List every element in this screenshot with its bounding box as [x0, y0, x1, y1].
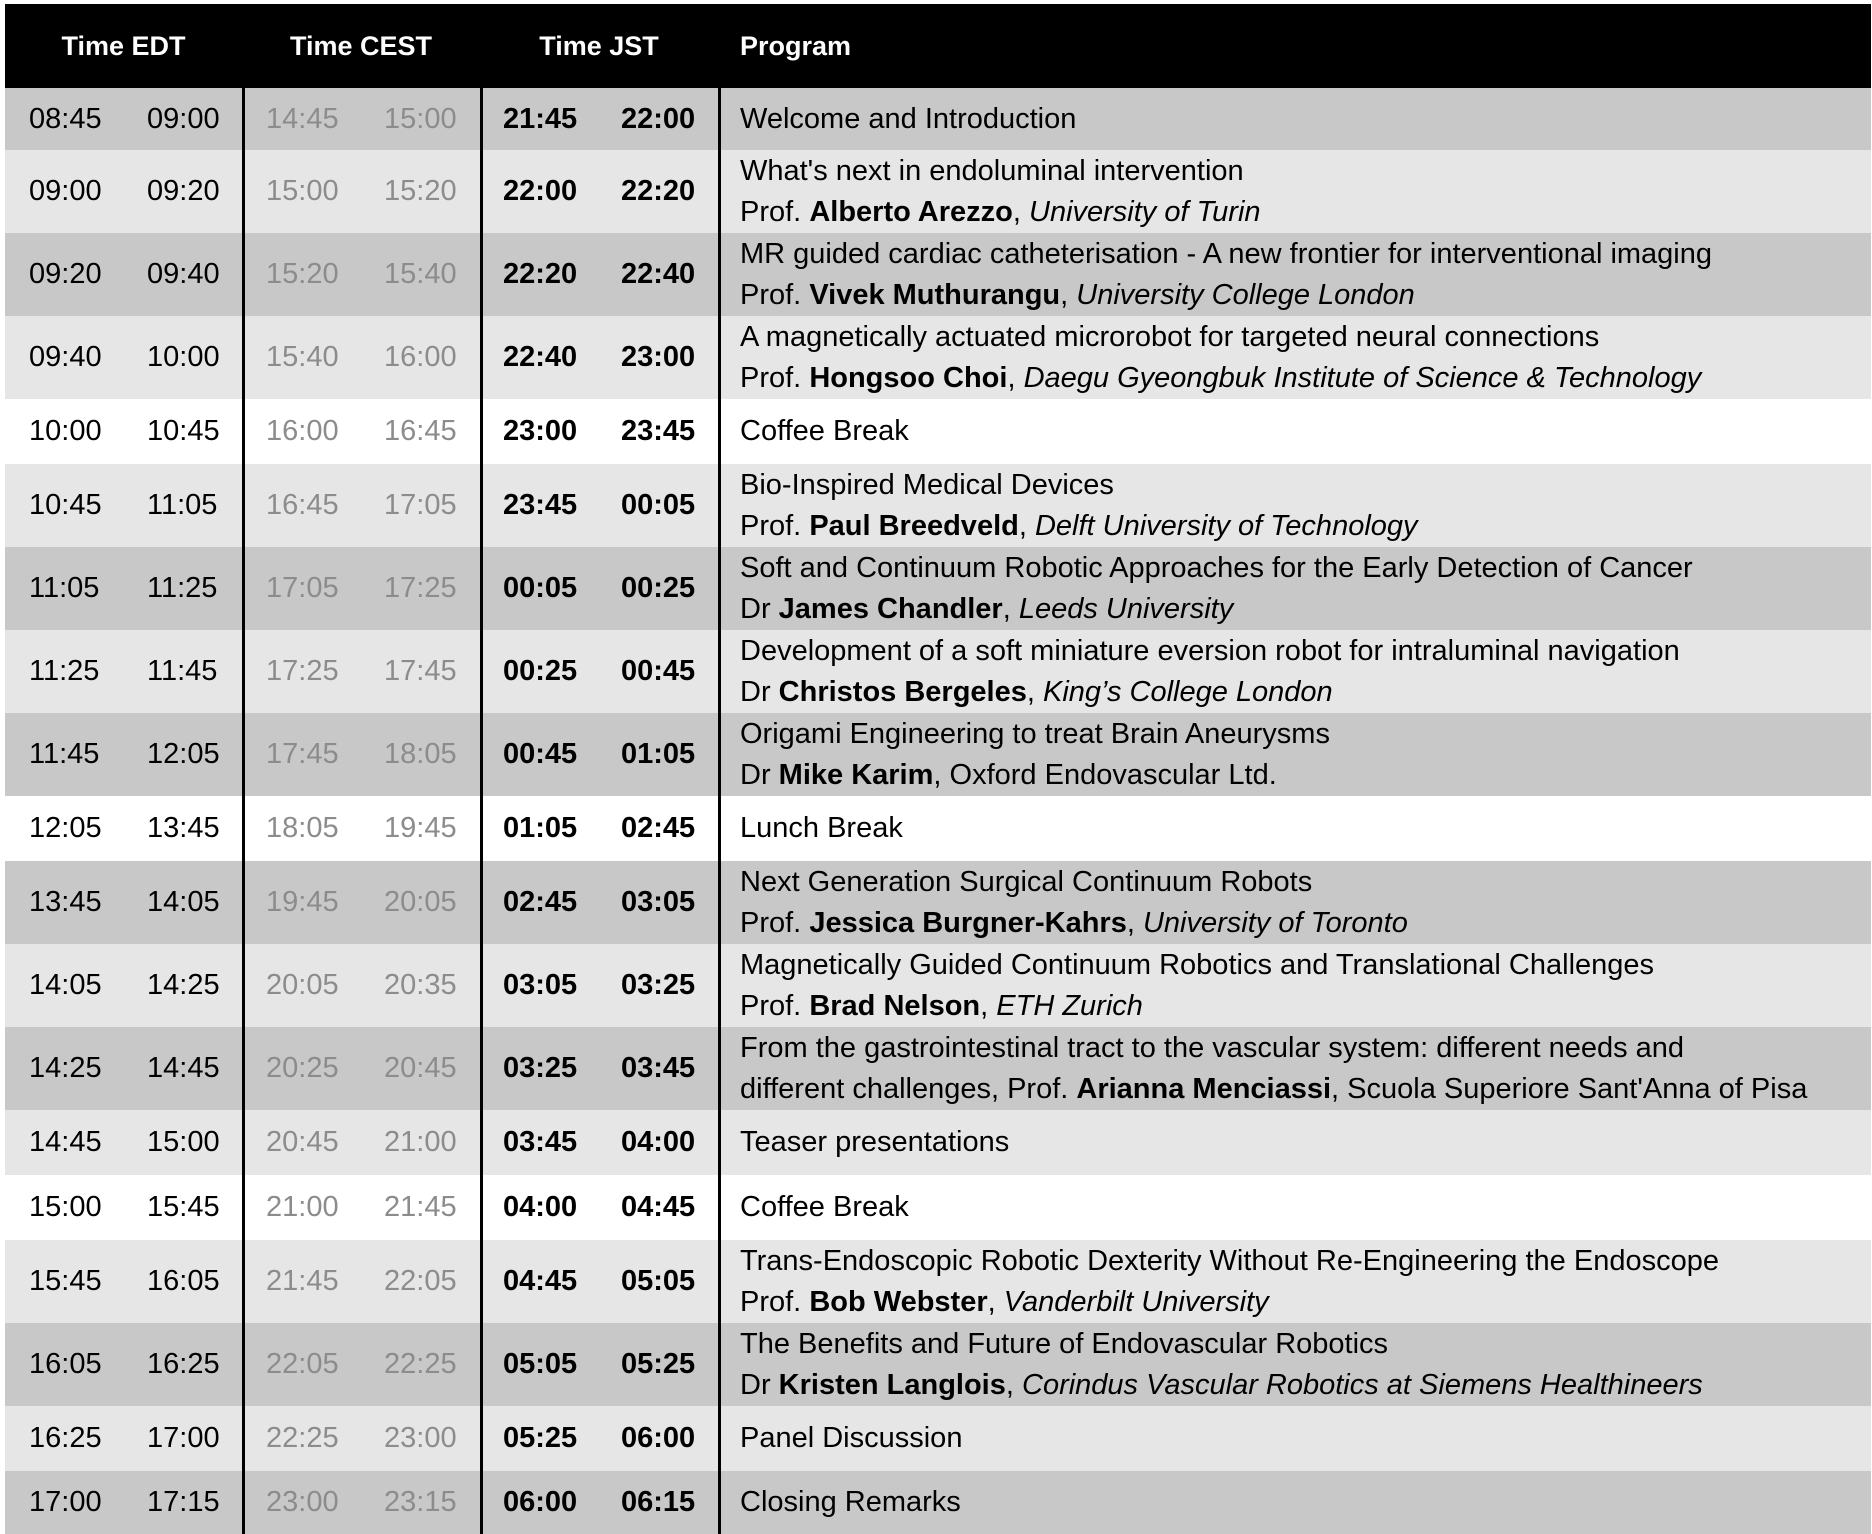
time-end-cest: 23:00 [384, 1422, 457, 1454]
speaker-affiliation: University of Toronto [1142, 906, 1408, 939]
program-cell [740, 1175, 1867, 1240]
program-cell [740, 1323, 1867, 1406]
time-end-cest: 17:05 [384, 489, 457, 521]
speaker-line [740, 1282, 1867, 1323]
column-divider-edt-cest [242, 88, 245, 1534]
time-start-cest: 15:00 [266, 175, 339, 207]
time-start-jst: 00:45 [503, 738, 578, 770]
speaker-prefix: different challenges, Prof. [740, 1072, 1077, 1105]
speaker-affiliation: University College London [1076, 278, 1415, 311]
time-end-jst: 23:45 [621, 415, 696, 447]
schedule-table [5, 4, 1871, 1534]
time-end-jst: 22:20 [621, 175, 696, 207]
table-row [5, 1323, 1871, 1406]
speaker-separator: , [1026, 675, 1043, 708]
speaker-name: Mike Karim [778, 758, 934, 791]
time-end-jst: 01:05 [621, 738, 696, 770]
program-cell [740, 547, 1867, 630]
time-end-jst: 05:05 [621, 1265, 696, 1297]
speaker-separator: , [1126, 906, 1143, 939]
speaker-line [740, 903, 1867, 944]
time-start-edt: 10:45 [29, 489, 102, 521]
time-end-jst: 03:45 [621, 1052, 696, 1084]
speaker-prefix: Prof. [740, 278, 810, 311]
time-end-cest: 21:45 [384, 1191, 457, 1223]
program-cell [740, 944, 1867, 1027]
time-end-edt: 14:25 [147, 969, 220, 1001]
time-start-edt: 14:05 [29, 969, 102, 1001]
time-start-edt: 17:00 [29, 1486, 102, 1518]
time-end-edt: 10:45 [147, 415, 220, 447]
program-cell [740, 88, 1867, 150]
time-start-edt: 09:20 [29, 258, 102, 290]
time-end-cest: 23:15 [384, 1486, 457, 1518]
speaker-name: James Chandler [778, 592, 1003, 625]
time-start-jst: 03:05 [503, 969, 578, 1001]
time-end-cest: 20:05 [384, 886, 457, 918]
time-end-cest: 21:00 [384, 1126, 457, 1158]
time-end-edt: 16:25 [147, 1348, 220, 1380]
time-start-cest: 20:25 [266, 1052, 339, 1084]
time-start-edt: 11:45 [29, 738, 100, 770]
speaker-prefix: Prof. [740, 906, 810, 939]
time-end-cest: 15:20 [384, 175, 457, 207]
time-start-edt: 08:45 [29, 102, 102, 135]
time-end-jst: 22:40 [621, 258, 696, 290]
time-end-jst: 23:00 [621, 341, 696, 373]
talk-title: MR guided cardiac catheterisation - A new frontier for interventional imaging [740, 237, 1713, 270]
table-row [5, 399, 1871, 464]
time-start-jst: 04:00 [503, 1191, 578, 1223]
time-end-cest: 16:45 [384, 415, 457, 447]
time-end-edt: 14:45 [147, 1052, 220, 1084]
speaker-line [740, 1365, 1867, 1406]
time-end-cest: 17:45 [384, 655, 457, 687]
time-start-cest: 22:25 [266, 1422, 339, 1454]
time-start-edt: 09:00 [29, 175, 102, 207]
time-start-edt: 12:05 [29, 812, 102, 844]
time-end-cest: 17:25 [384, 572, 457, 604]
time-end-cest: 15:00 [384, 102, 457, 135]
speaker-prefix: Prof. [740, 509, 810, 542]
time-end-cest: 22:05 [384, 1265, 457, 1297]
header-time-cest: Time CEST [289, 31, 433, 61]
speaker-affiliation: ETH Zurich [996, 989, 1143, 1022]
time-start-edt: 11:25 [29, 655, 100, 687]
talk-title: Lunch Break [740, 812, 903, 844]
speaker-affiliation: Corindus Vascular Robotics at Siemens Healthineers [1022, 1368, 1703, 1401]
time-end-jst: 00:25 [621, 572, 696, 604]
table-row [5, 1027, 1871, 1110]
table-row [5, 1175, 1871, 1240]
time-start-jst: 21:45 [503, 102, 578, 135]
program-cell [740, 1471, 1867, 1534]
time-start-edt: 11:05 [29, 572, 100, 604]
time-start-cest: 21:00 [266, 1191, 339, 1223]
time-start-cest: 20:05 [266, 969, 339, 1001]
time-end-edt: 11:45 [147, 655, 218, 687]
time-start-jst: 06:00 [503, 1486, 578, 1518]
talk-title: What's next in endoluminal intervention [740, 154, 1244, 187]
speaker-separator: , [1007, 361, 1024, 394]
speaker-separator: , [1002, 592, 1019, 625]
time-end-jst: 04:00 [621, 1126, 696, 1158]
talk-title: Origami Engineering to treat Brain Aneurysms [740, 717, 1330, 750]
time-end-edt: 17:15 [147, 1486, 220, 1518]
talk-title: Soft and Continuum Robotic Approaches for the Early Detection of Cancer [740, 551, 1693, 584]
speaker-prefix: Prof. [740, 1285, 810, 1318]
time-start-edt: 15:45 [29, 1265, 102, 1297]
time-start-edt: 16:25 [29, 1422, 102, 1454]
table-row [5, 1240, 1871, 1323]
time-start-jst: 05:05 [503, 1348, 578, 1380]
time-start-edt: 15:00 [29, 1191, 102, 1223]
program-cell [740, 713, 1867, 796]
speaker-prefix: Prof. [740, 361, 810, 394]
speaker-separator: , [1012, 195, 1029, 228]
speaker-line [740, 192, 1867, 233]
talk-title: Trans-Endoscopic Robotic Dexterity Without Re-Engineering the Endoscope [740, 1244, 1719, 1277]
speaker-prefix: Dr [740, 1368, 779, 1401]
talk-title: Coffee Break [740, 1191, 909, 1223]
time-start-cest: 15:20 [266, 258, 339, 290]
speaker-line [740, 275, 1867, 316]
time-start-jst: 23:45 [503, 489, 578, 521]
time-start-jst: 00:05 [503, 572, 578, 604]
time-end-jst: 02:45 [621, 812, 696, 844]
header-time-edt: Time EDT [61, 31, 186, 61]
table-row [5, 713, 1871, 796]
speaker-line [740, 358, 1867, 399]
time-start-jst: 03:45 [503, 1126, 578, 1158]
table-row [5, 547, 1871, 630]
speaker-line [740, 589, 1867, 630]
table-row [5, 1406, 1871, 1471]
speaker-line [740, 672, 1867, 713]
time-end-jst: 03:05 [621, 886, 696, 918]
program-cell [740, 1027, 1867, 1110]
speaker-name: Bob Webster [809, 1285, 988, 1318]
time-start-cest: 22:05 [266, 1348, 339, 1380]
time-end-edt: 10:00 [147, 341, 220, 373]
time-start-edt: 14:25 [29, 1052, 102, 1084]
program-cell [740, 399, 1867, 464]
talk-title: The Benefits and Future of Endovascular Robotics [740, 1327, 1389, 1360]
time-start-jst: 22:00 [503, 175, 578, 207]
speaker-affiliation: Oxford Endovascular Ltd. [949, 758, 1277, 791]
time-start-cest: 19:45 [266, 886, 339, 918]
speaker-separator: , [1331, 1072, 1348, 1105]
speaker-separator: , [980, 989, 997, 1022]
table-header [5, 4, 1871, 88]
time-end-jst: 00:05 [621, 489, 696, 521]
time-end-cest: 20:35 [384, 969, 457, 1001]
program-cell [740, 233, 1867, 316]
time-start-edt: 09:40 [29, 341, 102, 373]
speaker-affiliation: Leeds University [1018, 592, 1234, 625]
time-end-edt: 13:45 [147, 812, 220, 844]
table-row [5, 316, 1871, 399]
time-start-edt: 13:45 [29, 886, 102, 918]
time-start-jst: 00:25 [503, 655, 578, 687]
time-start-cest: 16:45 [266, 489, 339, 521]
program-cell [740, 796, 1867, 861]
speaker-line [740, 506, 1867, 547]
table-row [5, 88, 1871, 150]
header-time-jst: Time JST [539, 31, 659, 61]
program-cell [740, 150, 1867, 233]
time-start-jst: 22:20 [503, 258, 578, 290]
time-end-jst: 05:25 [621, 1348, 696, 1380]
speaker-prefix: Dr [740, 592, 779, 625]
time-start-cest: 14:45 [266, 102, 339, 135]
time-start-cest: 16:00 [266, 415, 339, 447]
speaker-line [740, 755, 1867, 796]
time-end-cest: 16:00 [384, 341, 457, 373]
time-end-jst: 04:45 [621, 1191, 696, 1223]
talk-title: Closing Remarks [740, 1486, 961, 1518]
time-start-jst: 02:45 [503, 886, 578, 918]
time-end-edt: 17:00 [147, 1422, 220, 1454]
time-end-edt: 09:00 [147, 102, 220, 135]
speaker-separator: , [987, 1285, 1004, 1318]
header-program: Program [740, 31, 852, 61]
table-body [5, 88, 1871, 1534]
speaker-name: Vivek Muthurangu [809, 278, 1061, 311]
speaker-name: Arianna Menciassi [1076, 1072, 1332, 1105]
speaker-prefix: Prof. [740, 195, 810, 228]
talk-title: Bio-Inspired Medical Devices [740, 468, 1114, 501]
time-end-jst: 06:00 [621, 1422, 696, 1454]
time-start-edt: 14:45 [29, 1126, 102, 1158]
speaker-affiliation: King’s College London [1043, 675, 1333, 708]
time-end-edt: 09:40 [147, 258, 220, 290]
talk-title: Development of a soft miniature eversion robot for intraluminal navigation [740, 634, 1680, 667]
time-end-jst: 22:00 [621, 102, 696, 135]
table-row [5, 630, 1871, 713]
time-start-jst: 04:45 [503, 1265, 578, 1297]
speaker-separator: , [933, 758, 950, 791]
time-start-jst: 01:05 [503, 812, 578, 844]
program-cell [740, 316, 1867, 399]
time-end-edt: 15:00 [147, 1126, 220, 1158]
program-cell [740, 1406, 1867, 1471]
speaker-affiliation: Daegu Gyeongbuk Institute of Science & Technology [1023, 361, 1702, 394]
time-end-edt: 11:05 [147, 489, 218, 521]
speaker-affiliation: Scuola Superiore Sant'Anna of Pisa [1347, 1072, 1808, 1105]
talk-title: Next Generation Surgical Continuum Robots [740, 865, 1313, 898]
program-cell [740, 1240, 1867, 1323]
table-row [5, 1110, 1871, 1175]
speaker-separator: , [1060, 278, 1077, 311]
time-start-jst: 23:00 [503, 415, 578, 447]
time-end-cest: 22:25 [384, 1348, 457, 1380]
time-end-edt: 12:05 [147, 738, 220, 770]
time-end-cest: 20:45 [384, 1052, 457, 1084]
table-row [5, 464, 1871, 547]
speaker-affiliation: University of Turin [1029, 195, 1261, 228]
speaker-name: Kristen Langlois [778, 1368, 1006, 1401]
table-row [5, 944, 1871, 1027]
time-end-jst: 00:45 [621, 655, 696, 687]
time-start-cest: 17:25 [266, 655, 339, 687]
time-end-edt: 15:45 [147, 1191, 220, 1223]
time-end-edt: 14:05 [147, 886, 220, 918]
speaker-affiliation: Delft University of Technology [1034, 509, 1418, 542]
speaker-line [740, 986, 1867, 1027]
time-end-cest: 18:05 [384, 738, 457, 770]
time-start-cest: 21:45 [266, 1265, 339, 1297]
speaker-prefix: Prof. [740, 989, 810, 1022]
time-end-edt: 16:05 [147, 1265, 220, 1297]
speaker-name: Paul Breedveld [809, 509, 1019, 542]
talk-title: A magnetically actuated microrobot for targeted neural connections [740, 320, 1600, 353]
time-start-jst: 22:40 [503, 341, 578, 373]
talk-title: Panel Discussion [740, 1422, 963, 1454]
column-divider-jst-program [718, 88, 721, 1534]
time-start-jst: 05:25 [503, 1422, 578, 1454]
time-end-edt: 11:25 [147, 572, 218, 604]
time-start-cest: 23:00 [266, 1486, 339, 1518]
table-row [5, 233, 1871, 316]
time-start-cest: 17:05 [266, 572, 339, 604]
time-end-cest: 15:40 [384, 258, 457, 290]
time-start-cest: 18:05 [266, 812, 339, 844]
speaker-name: Brad Nelson [809, 989, 981, 1022]
talk-title: Teaser presentations [740, 1126, 1010, 1158]
time-start-edt: 16:05 [29, 1348, 102, 1380]
program-cell [740, 861, 1867, 944]
table-row [5, 1471, 1871, 1534]
program-cell [740, 1110, 1867, 1175]
column-divider-cest-jst [480, 88, 483, 1534]
time-start-edt: 10:00 [29, 415, 102, 447]
talk-title: From the gastrointestinal tract to the vascular system: different needs and [740, 1031, 1685, 1064]
talk-title: Coffee Break [740, 415, 909, 447]
talk-title: Welcome and Introduction [740, 102, 1077, 135]
table-row [5, 150, 1871, 233]
time-end-edt: 09:20 [147, 175, 220, 207]
speaker-name: Christos Bergeles [778, 675, 1027, 708]
speaker-separator: , [1018, 509, 1035, 542]
time-end-jst: 06:15 [621, 1486, 696, 1518]
speaker-prefix: Dr [740, 758, 779, 791]
time-end-jst: 03:25 [621, 969, 696, 1001]
talk-title: Magnetically Guided Continuum Robotics and Translational Challenges [740, 948, 1655, 981]
program-cell [740, 630, 1867, 713]
speaker-affiliation: Vanderbilt University [1003, 1285, 1269, 1318]
speaker-separator: , [1005, 1368, 1022, 1401]
table-row [5, 796, 1871, 861]
time-start-cest: 15:40 [266, 341, 339, 373]
time-end-cest: 19:45 [384, 812, 457, 844]
speaker-name: Alberto Arezzo [809, 195, 1013, 228]
program-cell [740, 464, 1867, 547]
speaker-prefix: Dr [740, 675, 779, 708]
time-start-jst: 03:25 [503, 1052, 578, 1084]
speaker-name: Hongsoo Choi [809, 361, 1008, 394]
speaker-line [740, 1069, 1867, 1110]
speaker-name: Jessica Burgner-Kahrs [809, 906, 1127, 939]
time-start-cest: 17:45 [266, 738, 339, 770]
table-row [5, 861, 1871, 944]
time-start-cest: 20:45 [266, 1126, 339, 1158]
